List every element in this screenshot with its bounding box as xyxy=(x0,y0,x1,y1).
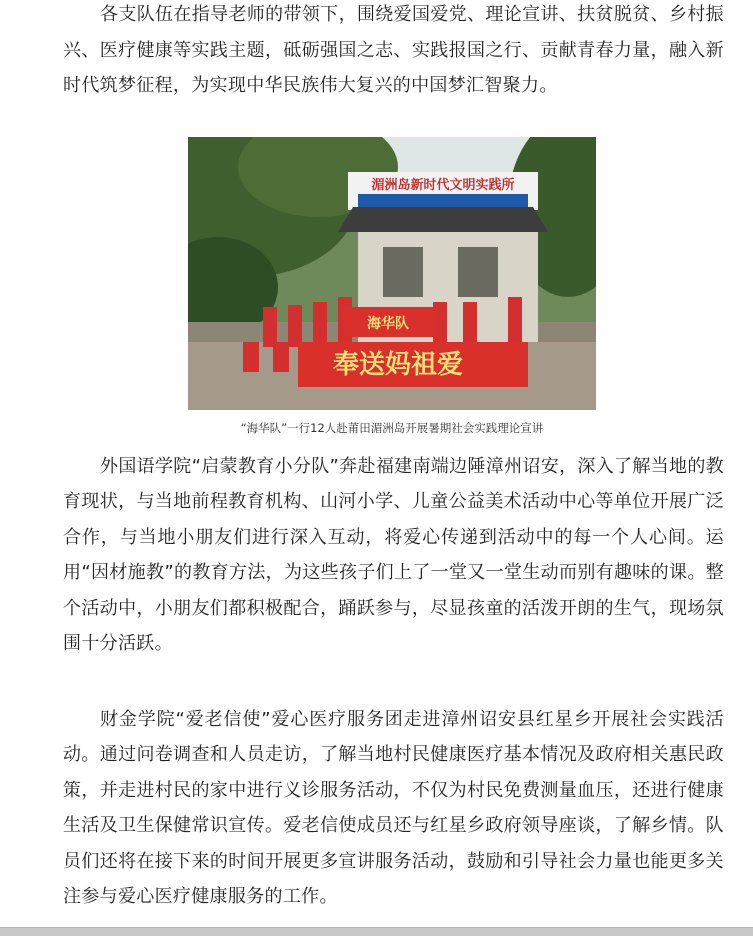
banner-small-text: 海华队 xyxy=(367,315,409,332)
sign-text: 湄洲岛新时代文明实践所 xyxy=(371,177,515,193)
horizontal-scrollbar[interactable] xyxy=(0,927,753,936)
paragraph-2: 外国语学院“启蒙教育小分队”奔赴福建南端边陲漳州诏安，深入了解当地的教育现状，与当地前程教育机构、山河小学、儿童公益美术活动中心等单位开展广泛合作，与当地小朋友们进行深入互动，将爱心传递到活动中的每一个人心间。运用“因材施教”的教育方法，为这些孩子们上了一堂又一堂生动而别有趣味的课。整个活动中，小朋友们都积极配合，踊跃参与，尽显孩童的活泼开朗的生气，现场氛围十分活跃。 xyxy=(63,455,724,654)
paragraph-1: 各支队伍在指导老师的带领下，围绕爱国爱党、理论宣讲、扶贫脱贫、乡村振兴、医疗健康等实践主题，砥砺强国之志、实践报国之行、贡献青春力量，融入新时代筑梦征程，为实现中华民族伟大复兴的中国梦汇智聚力。 xyxy=(63,4,724,96)
article-body xyxy=(63,0,724,915)
photo-caption: “海华队”一行12人赴莆田湄洲岛开展暑期社会实践理论宣讲 xyxy=(240,420,544,435)
paragraph-3: 财金学院“爱老信使”爱心医疗服务团走进漳州诏安县红星乡开展社会实践活动。通过问卷调查和人员走访，了解当地村民健康医疗基本情况及政府相关惠民政策，并走进村民的家中进行义诊服务活动，不仅为村民免费测量血压，还进行健康生活及卫生保健常识宣传。爱老信使成员还与红星乡政府领导座谈，了解乡情。队员们还将在接下来的时间开展更多宣讲服务活动，鼓励和引导社会力量也能更多关注参与爱心医疗健康服务的工作。 xyxy=(63,708,724,907)
group-photo xyxy=(188,137,596,410)
banner-large-text: 奉送妈祖爱 xyxy=(332,349,464,380)
photo-figure xyxy=(63,137,724,436)
